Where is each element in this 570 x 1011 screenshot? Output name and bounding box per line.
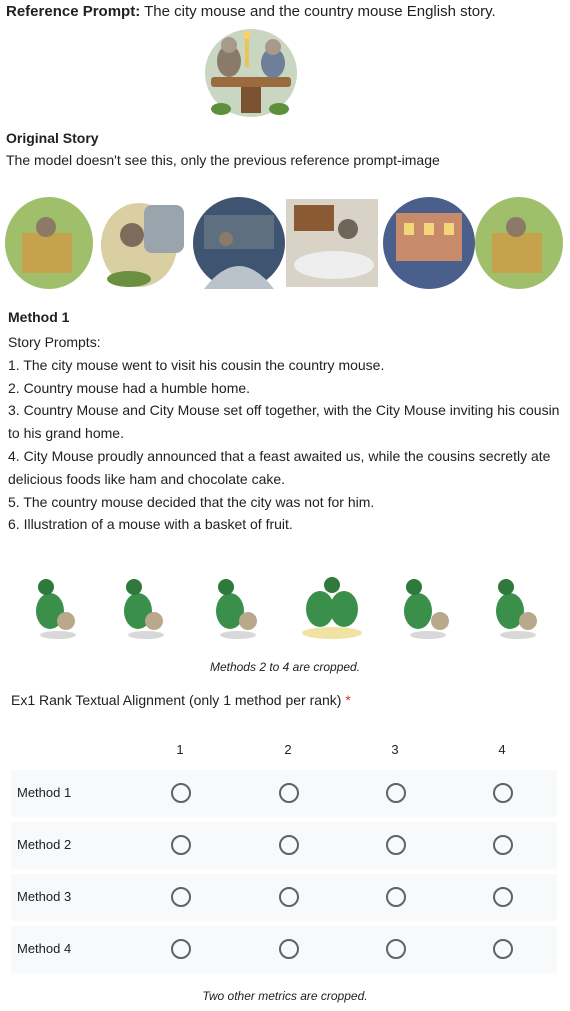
- radio-method4-rank1[interactable]: [171, 939, 191, 959]
- generated-image-3: [216, 579, 257, 639]
- radio-method2-rank2[interactable]: [279, 835, 299, 855]
- method1-prompts: [8, 331, 564, 536]
- original-story-title: Original Story: [6, 130, 99, 146]
- required-asterisk: *: [345, 692, 351, 708]
- row-label: Method 1: [17, 785, 72, 800]
- prompt-2: 2. Country mouse had a humble home.: [8, 379, 251, 396]
- radio-method3-rank2[interactable]: [279, 887, 299, 907]
- reference-prompt-label: Reference Prompt:: [6, 3, 141, 20]
- ranking-grid: [11, 730, 557, 978]
- story-image-3: [193, 197, 285, 289]
- radio-method2-rank4[interactable]: [493, 835, 513, 855]
- reference-prompt: [6, 3, 496, 20]
- method1-title: Method 1: [8, 309, 70, 325]
- radio-method1-rank4[interactable]: [493, 783, 513, 803]
- radio-method1-rank3[interactable]: [386, 783, 406, 803]
- radio-method4-rank4[interactable]: [493, 939, 513, 959]
- grid-row-method-3: [11, 874, 557, 921]
- generated-image-2: [124, 579, 164, 639]
- radio-method3-rank1[interactable]: [171, 887, 191, 907]
- generated-image-4: [302, 577, 362, 639]
- story-image-1: [5, 197, 93, 289]
- generated-image-6: [496, 579, 537, 639]
- story-image-4: [286, 199, 378, 287]
- original-story-images: [4, 193, 567, 293]
- prompts-label: Story Prompts:: [8, 334, 101, 350]
- row-label: Method 4: [17, 941, 72, 956]
- story-image-6: [475, 197, 563, 289]
- row-label: Method 3: [17, 889, 72, 904]
- prompt-1: 1. The city mouse went to visit his cousin the country mouse.: [8, 356, 385, 373]
- story-image-5: [383, 197, 475, 289]
- radio-method1-rank1[interactable]: [171, 783, 191, 803]
- reference-image: [201, 23, 300, 121]
- story-image-2: [101, 203, 184, 287]
- radio-method1-rank2[interactable]: [279, 783, 299, 803]
- prompt-5: 5. The country mouse decided that the city was not for him.: [8, 493, 375, 510]
- column-header-1: 1: [176, 742, 184, 757]
- reference-prompt-text: The city mouse and the country mouse English story.: [140, 3, 496, 20]
- column-header-4: 4: [498, 742, 506, 757]
- prompt-6: 6. Illustration of a mouse with a basket of fruit.: [8, 516, 293, 533]
- grid-row-method-4: [11, 926, 557, 973]
- radio-method3-rank3[interactable]: [386, 887, 406, 907]
- radio-method4-rank3[interactable]: [386, 939, 406, 959]
- radio-method2-rank3[interactable]: [386, 835, 406, 855]
- method1-generated-images: [20, 573, 560, 643]
- prompt-4: 4. City Mouse proudly announced that a feast awaited us, while the cousins secretly ate delicious foods like ham and chocolate cake.: [8, 447, 551, 487]
- metrics-cropped-caption: Two other metrics are cropped.: [202, 989, 368, 1003]
- prompt-3: 3. Country Mouse and City Mouse set off together, with the City Mouse inviting his cousin to his grand home.: [8, 402, 560, 442]
- generated-image-1: [36, 579, 76, 639]
- radio-method3-rank4[interactable]: [493, 887, 513, 907]
- question-text: Ex1 Rank Textual Alignment (only 1 method per rank): [11, 692, 342, 708]
- original-story-note: The model doesn't see this, only the previous reference prompt-image: [6, 152, 440, 168]
- grid-row-method-1: [11, 770, 557, 817]
- generated-image-5: [404, 579, 449, 639]
- column-header-2: 2: [284, 742, 292, 757]
- radio-method2-rank1[interactable]: [171, 835, 191, 855]
- methods-cropped-caption: Methods 2 to 4 are cropped.: [209, 660, 361, 674]
- radio-method4-rank2[interactable]: [279, 939, 299, 959]
- column-header-3: 3: [391, 742, 399, 757]
- question-title: [11, 692, 351, 708]
- grid-header-row: [11, 730, 557, 770]
- row-label: Method 2: [17, 837, 72, 852]
- grid-row-method-2: [11, 822, 557, 869]
